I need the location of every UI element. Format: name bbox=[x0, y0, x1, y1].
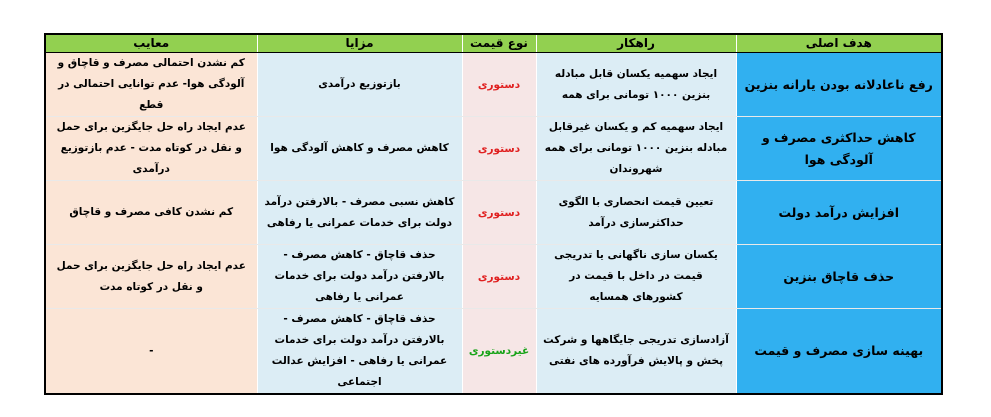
solution-text: آزادسازی تدریجی جایگاهها و شرکت پخش و پالایش فرآورده های نفتی bbox=[543, 334, 729, 367]
solution-text: ایجاد سهمیه یکسان قابل مبادله بنزین ۱۰۰۰ تومانی برای همه bbox=[554, 67, 718, 101]
solution-cell bbox=[536, 309, 736, 395]
price-type-text: دستوری bbox=[477, 206, 521, 219]
price-type-cell bbox=[462, 309, 536, 395]
header-goal: هدف اصلی bbox=[736, 34, 942, 53]
disadvantages-cell bbox=[45, 245, 257, 309]
advantages-text: حذف قاچاق - کاهش مصرف - بالارفتن درآمد دولت برای خدمات عمرانی یا رفاهی - افزایش عدالت اجتماعی bbox=[271, 313, 448, 388]
price-type-cell bbox=[462, 181, 536, 245]
solution-cell bbox=[536, 53, 736, 117]
solution-text: ایجاد سهمیه کم و یکسان غیرقابل مبادله بنزین ۱۰۰۰ تومانی برای همه شهروندان bbox=[544, 121, 728, 175]
price-type-text: دستوری bbox=[477, 78, 521, 91]
disadvantages-text: کم نشدن کافی مصرف و قاچاق bbox=[69, 206, 234, 218]
header-disadvantages: معایب bbox=[45, 34, 257, 53]
header-row bbox=[45, 34, 942, 53]
disadvantages-cell bbox=[45, 309, 257, 395]
advantages-cell bbox=[257, 309, 462, 395]
table-row bbox=[45, 53, 942, 117]
table-header bbox=[45, 34, 942, 53]
header-advantages: مزایا bbox=[257, 34, 462, 53]
goal-text: افزایش درآمد دولت bbox=[778, 204, 900, 220]
price-type-cell bbox=[462, 245, 536, 309]
disadvantages-cell bbox=[45, 181, 257, 245]
goal-text: رفع ناعادلانه بودن یارانه بنزین bbox=[744, 76, 933, 92]
price-type-cell bbox=[462, 117, 536, 181]
advantages-cell bbox=[257, 181, 462, 245]
disadvantages-cell bbox=[45, 117, 257, 181]
solution-text: یکسان سازی ناگهانی یا تدریجی قیمت در داخل با قیمت در کشورهای همسایه bbox=[554, 249, 718, 303]
goal-text: بهینه سازی مصرف و قیمت bbox=[754, 343, 924, 358]
disadvantages-cell bbox=[45, 53, 257, 117]
solution-cell bbox=[536, 245, 736, 309]
disadvantages-text: عدم ایجاد راه حل جایگزین برای حمل و نقل در کوتاه مدت - عدم بازتوزیع درآمدی bbox=[56, 121, 246, 175]
advantages-text: کاهش نسبی مصرف - بالارفتن درآمد دولت برای خدمات عمرانی یا رفاهی bbox=[264, 195, 455, 229]
header-solution: راهکار bbox=[536, 34, 736, 53]
advantages-cell bbox=[257, 53, 462, 117]
policy-comparison-table bbox=[44, 33, 943, 395]
price-type-text: غیردستوری bbox=[468, 345, 530, 357]
table-body bbox=[45, 53, 942, 395]
goal-text: حذف قاچاق بنزین bbox=[783, 268, 895, 284]
solution-text: تعیین قیمت انحصاری با الگوی حداکثرسازی درآمد bbox=[558, 195, 714, 229]
goal-cell bbox=[736, 117, 942, 181]
advantages-text: بازتوزیع درآمدی bbox=[318, 78, 401, 90]
disadvantages-text: عدم ایجاد راه حل جایگزین برای حمل و نقل در کوتاه مدت bbox=[56, 259, 246, 293]
solution-cell bbox=[536, 117, 736, 181]
table-row bbox=[45, 181, 942, 245]
price-type-cell bbox=[462, 53, 536, 117]
advantages-cell bbox=[257, 117, 462, 181]
price-type-text: دستوری bbox=[477, 270, 521, 283]
advantages-text: کاهش مصرف و کاهش آلودگی هوا bbox=[270, 142, 449, 154]
advantages-text: حذف قاچاق - کاهش مصرف - بالارفتن درآمد دولت برای خدمات عمرانی یا رفاهی bbox=[274, 249, 445, 303]
goal-cell bbox=[736, 245, 942, 309]
advantages-cell bbox=[257, 245, 462, 309]
goal-cell bbox=[736, 53, 942, 117]
table-row bbox=[45, 245, 942, 309]
goal-cell bbox=[736, 181, 942, 245]
table-row bbox=[45, 309, 942, 395]
price-type-text: دستوری bbox=[477, 142, 521, 155]
disadvantages-text: - bbox=[149, 344, 154, 357]
solution-cell bbox=[536, 181, 736, 245]
disadvantages-text: کم نشدن احتمالی مصرف و قاچاق و آلودگی هوا- عدم توانایی احتمالی در قطع bbox=[57, 57, 245, 111]
table-row bbox=[45, 117, 942, 181]
goal-text: کاهش حداکثری مصرف و آلودگی هوا bbox=[761, 129, 916, 167]
header-price-type: نوع قیمت bbox=[462, 34, 536, 53]
goal-cell bbox=[736, 309, 942, 395]
